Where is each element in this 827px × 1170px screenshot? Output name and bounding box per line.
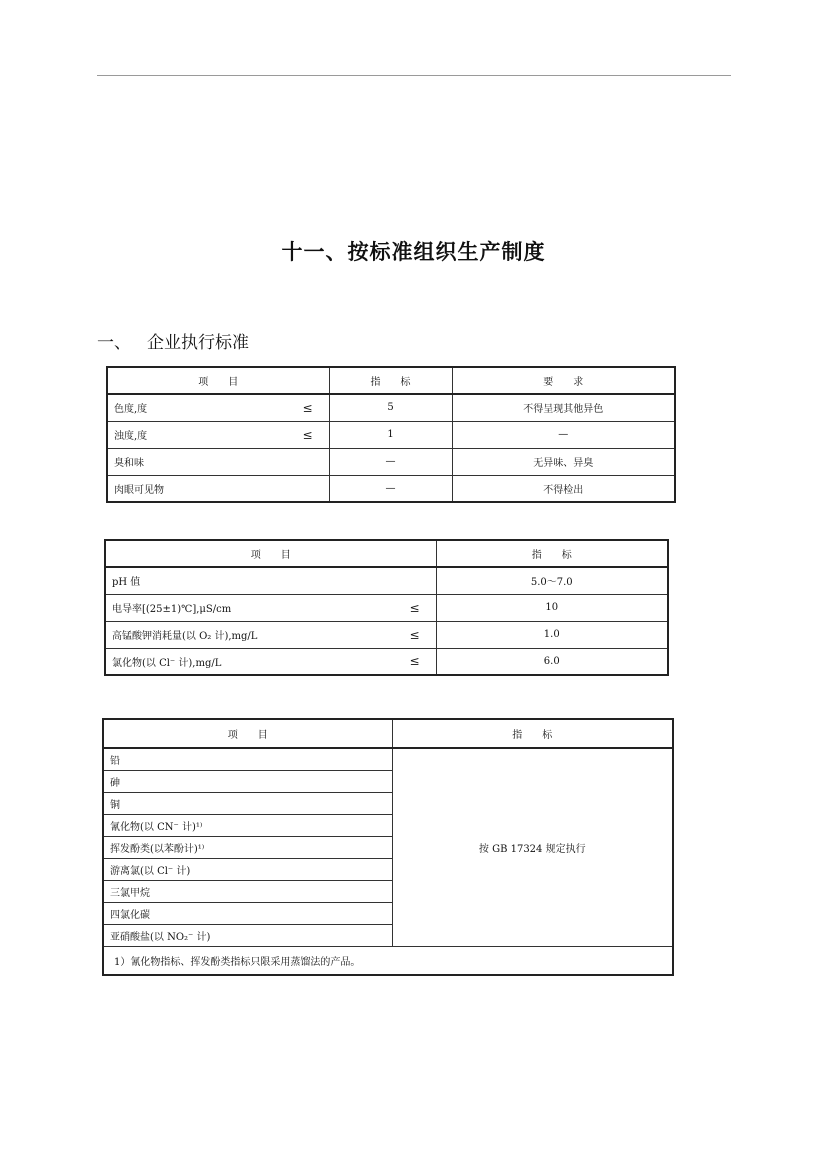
header-index: 指 标 bbox=[436, 540, 668, 567]
header-index: 指 标 bbox=[329, 367, 452, 394]
row-item: 铜 bbox=[103, 792, 392, 814]
row-item: 高锰酸钾消耗量(以 O₂ 计),mg/L bbox=[112, 631, 258, 642]
row-item: 氯化物(以 Cl⁻ 计),mg/L bbox=[112, 657, 222, 669]
physicochemical-table bbox=[104, 539, 669, 676]
row-operator: ≤ bbox=[302, 427, 313, 442]
row-operator: ≤ bbox=[302, 400, 313, 415]
table-row bbox=[107, 475, 675, 502]
table-row bbox=[105, 594, 668, 621]
hygiene-table bbox=[102, 718, 674, 976]
table-footnote-row bbox=[103, 946, 673, 975]
table-row bbox=[107, 394, 675, 421]
row-value: 10 bbox=[436, 594, 668, 621]
table-row bbox=[103, 748, 673, 770]
header-item: 项 目 bbox=[105, 540, 436, 567]
row-item: 肉眼可见物 bbox=[114, 484, 164, 496]
row-item: 挥发酚类(以苯酚计)¹⁾ bbox=[103, 836, 392, 858]
section-number: 一、 bbox=[97, 333, 131, 353]
table-row bbox=[107, 448, 675, 475]
table-row bbox=[105, 567, 668, 594]
row-item: 四氯化碳 bbox=[103, 902, 392, 924]
row-item: pH 值 bbox=[112, 577, 141, 589]
table-header-row bbox=[107, 367, 675, 394]
top-rule bbox=[97, 75, 731, 76]
row-item: 氰化物(以 CN⁻ 计)¹⁾ bbox=[103, 814, 392, 836]
row-item: 三氯甲烷 bbox=[103, 880, 392, 902]
row-item: 臭和味 bbox=[114, 458, 144, 469]
row-item: 亚硝酸盐(以 NO₂⁻ 计) bbox=[103, 924, 392, 946]
row-value: — bbox=[329, 448, 452, 475]
section-heading bbox=[97, 328, 249, 353]
row-item: 砷 bbox=[103, 770, 392, 792]
merged-index-cell: 按 GB 17324 规定执行 bbox=[392, 748, 673, 946]
header-requirement: 要 求 bbox=[452, 367, 675, 394]
row-requirement: 不得呈现其他异色 bbox=[452, 394, 675, 421]
row-value: 5.0～7.0 bbox=[436, 567, 668, 594]
table-footnote: 1）氰化物指标、挥发酚类指标只限采用蒸馏法的产品。 bbox=[103, 946, 673, 975]
row-operator: ≤ bbox=[409, 600, 420, 615]
header-index: 指 标 bbox=[392, 719, 673, 748]
table-header-row bbox=[105, 540, 668, 567]
header-item: 项 目 bbox=[107, 367, 329, 394]
table-row bbox=[107, 421, 675, 448]
header-item: 项 目 bbox=[103, 719, 392, 748]
row-requirement: 不得检出 bbox=[452, 475, 675, 502]
row-value: 5 bbox=[329, 394, 452, 421]
table-row bbox=[105, 648, 668, 675]
table-row bbox=[105, 621, 668, 648]
row-value: — bbox=[329, 475, 452, 502]
row-value: 6.0 bbox=[436, 648, 668, 675]
row-requirement: 无异味、异臭 bbox=[452, 448, 675, 475]
row-requirement: — bbox=[452, 421, 675, 448]
row-item: 游离氯(以 Cl⁻ 计) bbox=[103, 858, 392, 880]
page-title: 十一、按标准组织生产制度 bbox=[281, 239, 546, 264]
row-operator: ≤ bbox=[409, 627, 420, 642]
row-item: 浊度,度 bbox=[114, 431, 148, 442]
row-item: 铅 bbox=[103, 748, 392, 770]
row-item: 电导率[(25±1)℃],μS/cm bbox=[112, 604, 232, 615]
row-value: 1 bbox=[329, 421, 452, 448]
sensory-table bbox=[106, 366, 676, 503]
table-header-row bbox=[103, 719, 673, 748]
row-value: 1.0 bbox=[436, 621, 668, 648]
row-operator: ≤ bbox=[409, 654, 420, 669]
section-text: 企业执行标准 bbox=[147, 333, 249, 353]
row-item: 色度,度 bbox=[114, 404, 148, 416]
